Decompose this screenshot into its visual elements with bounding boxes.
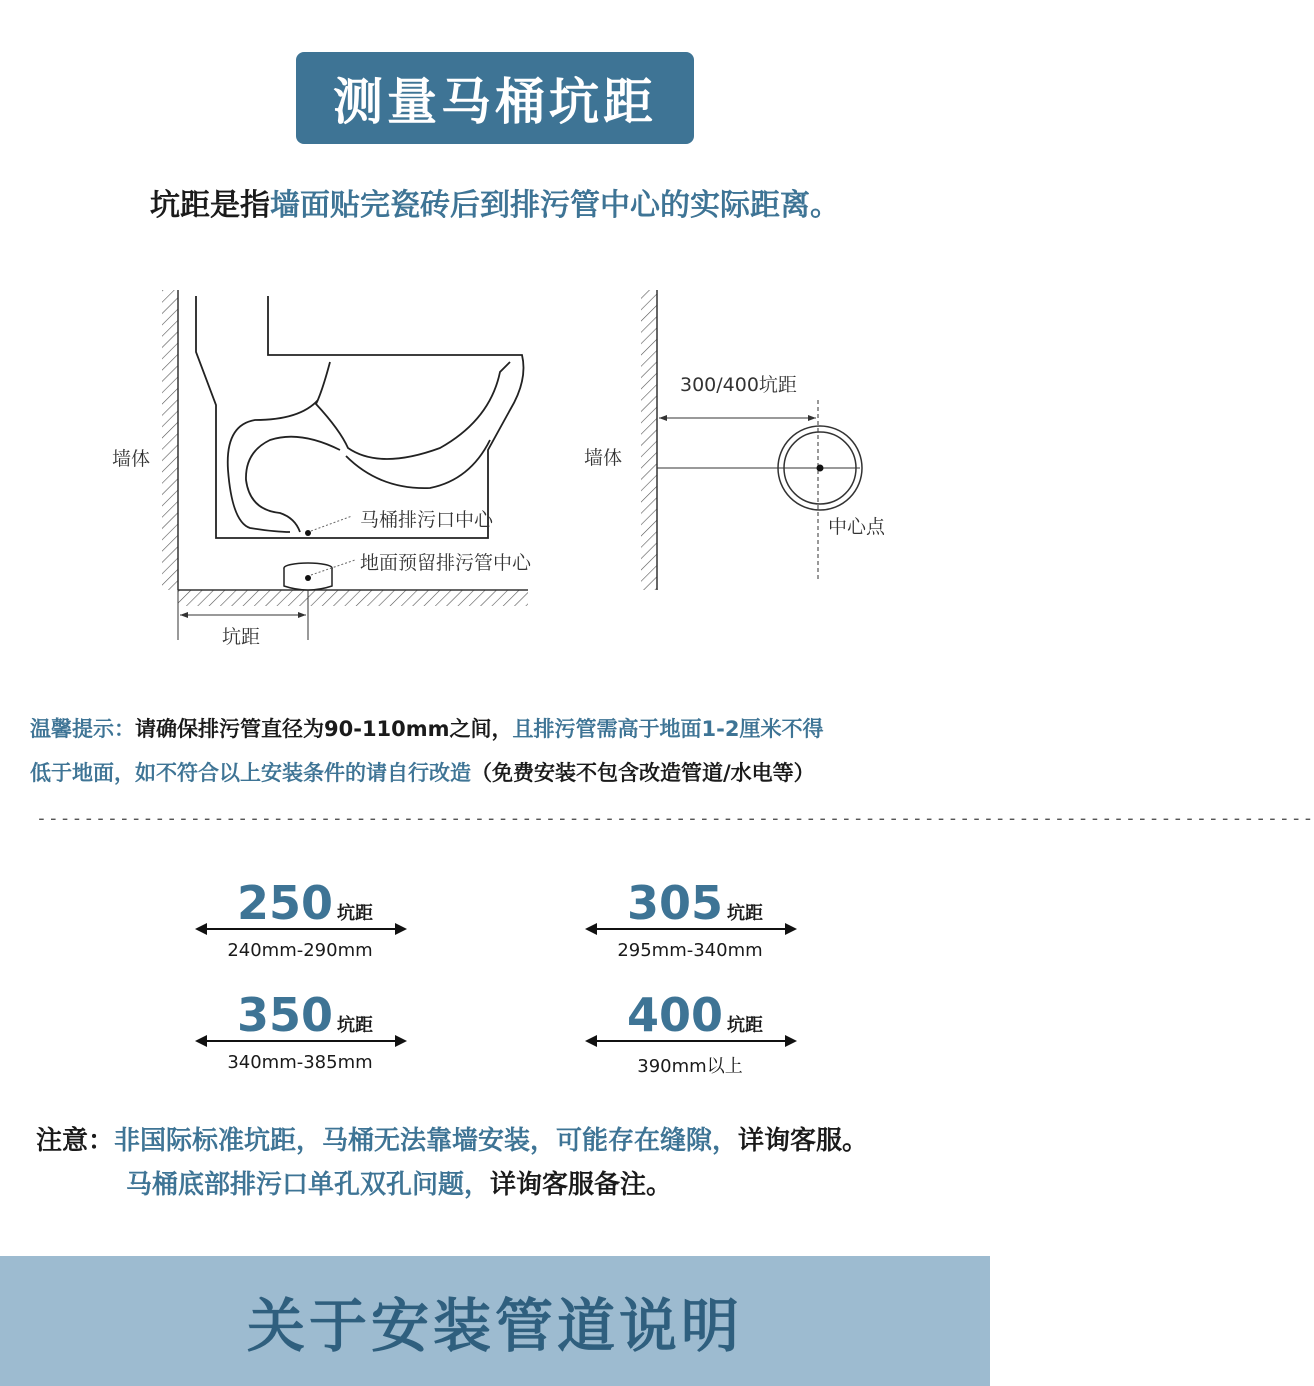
double-arrow-icon <box>195 1034 407 1048</box>
note-contact-text: 详询客服。 <box>738 1126 869 1156</box>
tip-prefix: 温馨提示： <box>30 717 135 741</box>
spec-card-250 <box>195 876 415 986</box>
spec-range: 295mm-340mm <box>617 940 763 961</box>
spec-unit: 坑距 <box>337 1015 374 1036</box>
left-wall-label: 墙体 <box>112 448 151 470</box>
note-line-1 <box>36 1120 868 1157</box>
dashed-divider: ------------------------------------------------------------------------------------------------------------ <box>36 808 1314 829</box>
definition-prefix: 坑距是指 <box>150 188 270 223</box>
toilet-outline <box>196 296 524 538</box>
spec-unit: 坑距 <box>727 903 764 924</box>
center-point-dot <box>817 465 824 472</box>
title-banner <box>296 52 694 144</box>
center-point-label: 中心点 <box>828 516 886 538</box>
spec-card-400 <box>585 988 805 1098</box>
spec-value: 350 <box>236 988 334 1042</box>
note-outlet-text: 马桶底部排污口单孔双孔问题， <box>126 1170 491 1200</box>
spec-unit: 坑距 <box>337 903 374 924</box>
right-wall-hatch <box>641 290 657 590</box>
tip-line-2 <box>30 760 970 786</box>
spec-range: 340mm-385mm <box>227 1052 373 1073</box>
note-prefix: 注意： <box>36 1126 115 1156</box>
tip-line-1 <box>30 716 970 742</box>
note-remark-text: 详询客服备注。 <box>490 1170 673 1200</box>
footer-title: 关于安装管道说明 <box>246 1292 743 1360</box>
spec-value: 400 <box>626 988 724 1042</box>
outlet-center-dot <box>305 530 311 536</box>
tip-free-install-text: （免费安装不包含改造管道/水电等） <box>471 761 815 785</box>
floor-pipe-center-dot <box>305 575 311 581</box>
top-view <box>641 290 862 590</box>
tip-height-text: 且排污管需高于地面1-2厘米不得 <box>512 717 824 741</box>
spec-card-305 <box>585 876 805 986</box>
spec-unit: 坑距 <box>727 1015 764 1036</box>
double-arrow-icon <box>585 922 797 936</box>
section-footer-banner <box>0 1256 990 1386</box>
tip-modify-text: 低于地面，如不符合以上安装条件的请自行改造 <box>30 761 471 785</box>
floor-hatch <box>178 590 528 606</box>
double-arrow-icon <box>195 922 407 936</box>
definition-body: 墙面贴完瓷砖后到排污管中心的实际距离。 <box>270 188 840 223</box>
note-line-2 <box>126 1164 672 1201</box>
spec-range: 240mm-290mm <box>227 940 373 961</box>
spec-range: 390mm以上 <box>637 1056 743 1077</box>
top-distance-label: 300/400坑距 <box>680 374 797 396</box>
double-arrow-icon <box>585 1034 797 1048</box>
left-wall-hatch <box>162 290 178 590</box>
tip-diameter-text: 请确保排污管直径为90-110mm之间， <box>135 717 513 741</box>
spec-value: 250 <box>236 876 334 930</box>
page-title: 测量马桶坑距 <box>333 73 657 131</box>
toilet-side-view <box>162 290 528 640</box>
floor-pipe-label: 地面预留排污管中心 <box>360 552 532 574</box>
note-nonstandard-text: 非国际标准坑距，马桶无法靠墙安装，可能存在缝隙， <box>114 1126 739 1156</box>
spec-card-350 <box>195 988 415 1098</box>
right-wall-label: 墙体 <box>584 447 623 469</box>
pit-distance-label: 坑距 <box>222 626 261 648</box>
spec-value: 305 <box>626 876 724 930</box>
definition-text <box>0 180 990 224</box>
outlet-center-label: 马桶排污口中心 <box>360 509 494 531</box>
